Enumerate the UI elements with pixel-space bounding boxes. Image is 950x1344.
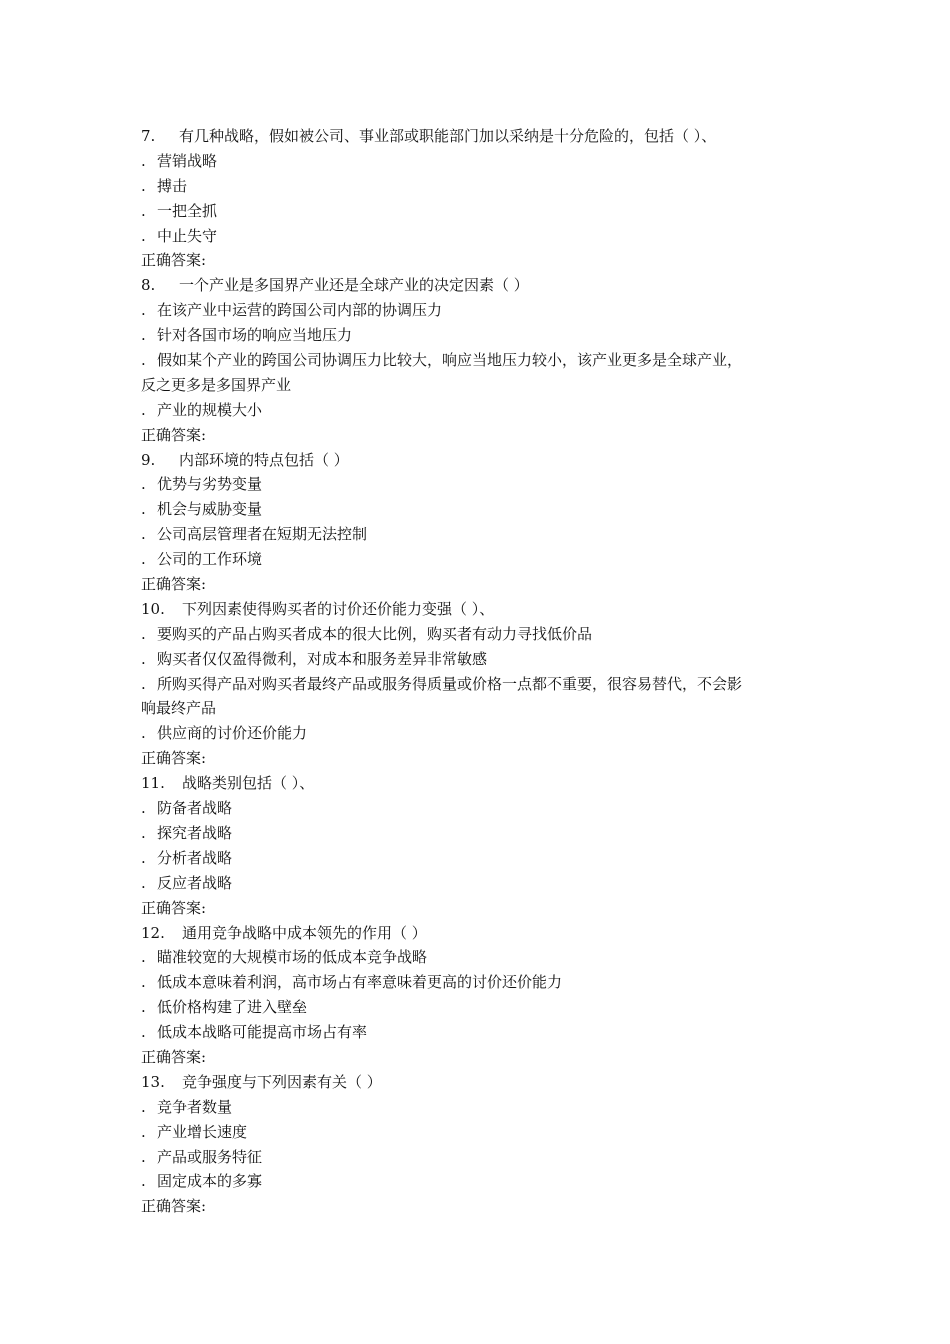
option: . 中止失守 [141,226,218,245]
question-9 [141,448,821,597]
option: . 公司的工作环境 [141,550,263,569]
question-13 [141,1070,821,1219]
option: . 产品或服务特征 [141,1147,263,1166]
answer-label: 正确答案: [141,251,207,270]
option-text: 要购买的产品占购买者成本的很大比例，购买者有动力寻找低价品 [157,624,593,643]
question-8 [141,273,821,447]
option: . 低成本战略可能提高市场占有率 [141,1023,368,1042]
option: . 探究者战略 [141,823,233,842]
question-number: 11. [141,774,165,793]
option-text: 假如某个产业的跨国公司协调压力比较大，响应当地压力较小，该产业更多是全球产业， [157,351,743,370]
option: . 机会与威胁变量 [141,500,263,519]
option-text: 防备者战略 [157,799,233,818]
option-text: 搏击 [157,176,188,195]
option: . 低成本意味着利润，高市场占有率意味着更高的讨价还价能力 [141,973,563,992]
question-12 [141,921,821,1070]
option-text: 产品或服务特征 [157,1147,263,1166]
option: . 供应商的讨价还价能力 [141,724,308,743]
option-text: 所购买得产品对购买者最终产品或服务得质量或价格一点都不重要，很容易替代，不会影 [157,674,743,693]
document-page [141,124,821,1219]
option-text: 低成本战略可能提高市场占有率 [157,1023,368,1042]
option: . 在该产业中运营的跨国公司内部的协调压力 [141,301,443,320]
answer-label: 正确答案: [141,425,207,444]
question-text: 下列因素使得购买者的讨价还价能力变强（ ）、 [182,599,495,618]
answer-label: 正确答案: [141,749,207,768]
option: . 优势与劣势变量 [141,475,263,494]
option-text: 优势与劣势变量 [157,475,263,494]
option-text: 低成本意味着利润，高市场占有率意味着更高的讨价还价能力 [157,973,563,992]
option-text: 产业增长速度 [157,1122,248,1141]
option-text: 针对各国市场的响应当地压力 [157,326,353,345]
question-text: 竞争强度与下列因素有关（ ） [182,1072,382,1091]
question-number: 12. [141,923,165,942]
question-stem [141,448,821,473]
question-stem [141,273,821,298]
option: . 固定成本的多寡 [141,1172,263,1191]
option: . 购买者仅仅盈得微利，对成本和服务差异非常敏感 [141,649,488,668]
question-text: 一个产业是多国界产业还是全球产业的决定因素（ ） [179,276,529,295]
question-stem [141,124,821,149]
option-continuation: 反之更多是多国界产业 [141,375,292,394]
option-text: 反应者战略 [157,873,233,892]
question-text: 通用竞争战略中成本领先的作用（ ） [182,923,427,942]
option-text: 营销战略 [157,151,218,170]
option-text: 分析者战略 [157,848,233,867]
question-text: 内部环境的特点包括（ ） [179,450,349,469]
option-text: 公司高层管理者在短期无法控制 [157,525,368,544]
question-number: 8. [141,276,156,295]
question-stem [141,771,821,796]
option-text: 机会与威胁变量 [157,500,263,519]
option-text: 固定成本的多寡 [157,1172,263,1191]
option: . 所购买得产品对购买者最终产品或服务得质量或价格一点都不重要，很容易替代，不会影 [141,674,743,693]
option-text: 产业的规模大小 [157,400,263,419]
option-text: 购买者仅仅盈得微利，对成本和服务差异非常敏感 [157,649,488,668]
option: . 竞争者数量 [141,1097,233,1116]
answer-label: 正确答案: [141,898,207,917]
option-text: 一把全抓 [157,201,218,220]
option-text: 中止失守 [157,226,218,245]
question-stem [141,1070,821,1095]
option: . 针对各国市场的响应当地压力 [141,326,353,345]
question-text: 战略类别包括（ ）、 [182,774,315,793]
option-text: 供应商的讨价还价能力 [157,724,308,743]
option: . 公司高层管理者在短期无法控制 [141,525,368,544]
answer-label: 正确答案: [141,575,207,594]
answer-label: 正确答案: [141,1197,207,1216]
option: . 分析者战略 [141,848,233,867]
option: . 反应者战略 [141,873,233,892]
option: . 营销战略 [141,151,218,170]
option: . 低价格构建了进入壁垒 [141,998,308,1017]
question-text: 有几种战略，假如被公司、事业部或职能部门加以采纳是十分危险的，包括（ ）、 [179,127,717,145]
question-number: 9. [141,450,156,469]
option-continuation: 响最终产品 [141,699,217,718]
option-text: 瞄准较宽的大规模市场的低成本竞争战略 [157,948,428,967]
question-10 [141,597,821,771]
option: . 产业的规模大小 [141,400,263,419]
option: . 防备者战略 [141,799,233,818]
option-text: 低价格构建了进入壁垒 [157,998,308,1017]
option: . 搏击 [141,176,188,195]
question-11 [141,771,821,920]
question-number: 7. [141,127,156,145]
question-7 [141,124,821,273]
option-text: 竞争者数量 [157,1097,233,1116]
option: . 假如某个产业的跨国公司协调压力比较大，响应当地压力较小，该产业更多是全球产业， [141,351,743,370]
option: . 要购买的产品占购买者成本的很大比例，购买者有动力寻找低价品 [141,624,593,643]
question-stem [141,921,821,946]
answer-label: 正确答案: [141,1047,207,1066]
option: . 产业增长速度 [141,1122,248,1141]
option-text: 探究者战略 [157,823,233,842]
question-number: 13. [141,1072,165,1091]
option-text: 在该产业中运营的跨国公司内部的协调压力 [157,301,443,320]
option-text: 公司的工作环境 [157,550,263,569]
option: . 一把全抓 [141,201,218,220]
option: . 瞄准较宽的大规模市场的低成本竞争战略 [141,948,428,967]
question-number: 10. [141,599,165,618]
question-stem [141,597,821,622]
